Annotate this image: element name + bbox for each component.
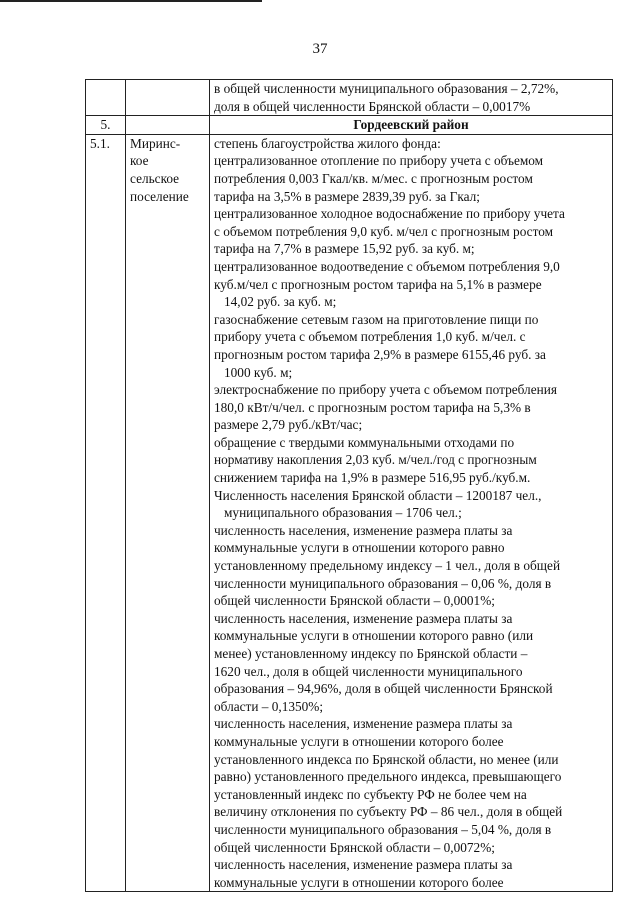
- text-line: в общей численности муниципального образования – 2,72%,: [214, 81, 559, 96]
- text-line: потребления 0,003 Гкал/кв. м/мес. с прогнозным ростом: [214, 170, 533, 186]
- text-line: численность населения, изменение размера платы за: [214, 716, 513, 732]
- text-line: снижением тарифа на 1,9% в размере 516,95 руб./куб.м.: [214, 470, 531, 486]
- text-line: установленный индекс по субъекту РФ не более чем на: [214, 786, 527, 802]
- section-title: Гордеевский район: [210, 116, 613, 135]
- text-line: образования – 94,96%, доля в общей численности Брянской: [214, 681, 553, 697]
- entry-number: 5.1.: [86, 134, 126, 892]
- data-table: [85, 79, 613, 892]
- text-line: менее) установленному индексу по Брянской области –: [214, 646, 528, 661]
- text-line: области – 0,1350%;: [214, 698, 324, 714]
- entry-text-cell: [210, 134, 613, 892]
- text-line: величину отклонения по субъекту РФ – 86 чел., доля в общей: [214, 804, 563, 820]
- text-line: размере 2,79 руб./кВт/час;: [214, 417, 363, 433]
- row-text-cell: [210, 80, 613, 116]
- text-line: муниципального образования – 1706 чел.;: [224, 505, 462, 521]
- table-row: [86, 80, 613, 116]
- text-line: 1000 куб. м;: [224, 364, 293, 380]
- top-rule: [0, 0, 262, 2]
- text-line: коммунальные услуги в отношении которого равно (или: [214, 628, 534, 644]
- text-line: обращение с твердыми коммунальными отходами по: [214, 434, 515, 450]
- text-line: численности муниципального образования – 5,04 %, доля в: [214, 821, 552, 837]
- text-line: численность населения, изменение размера платы за: [214, 610, 513, 626]
- text-line: нормативу накопления 2,03 куб. м/чел./год с прогнозным: [214, 452, 537, 468]
- text-line: 180,0 кВт/ч/чел. с прогнозным ростом тарифа на 5,3% в: [214, 399, 531, 415]
- text-line: прибору учета с объемом потребления 1,0 куб. м/чел. с: [214, 329, 526, 345]
- row-number-cell: [86, 80, 126, 116]
- table-row: [86, 134, 613, 892]
- text-line: Численность населения Брянской области – 1200187 чел.,: [214, 487, 542, 503]
- entry-name-line: Миринс-: [130, 135, 181, 151]
- text-line: общей численности Брянской области – 0,0001%;: [214, 593, 495, 609]
- entry-name-line: сельское: [130, 170, 180, 186]
- text-line: 1620 чел., доля в общей численности муниципального: [214, 663, 523, 679]
- text-line: коммунальные услуги в отношении которого более: [214, 874, 504, 890]
- text-line: централизованное холодное водоснабжение по прибору учета: [214, 206, 565, 222]
- text-line: коммунальные услуги в отношении которого равно: [214, 540, 505, 556]
- text-line: тарифа на 3,5% в размере 2839,39 руб. за Гкал;: [214, 188, 480, 204]
- text-line: установленному предельному индексу – 1 чел., доля в общей: [214, 558, 561, 574]
- text-line: численность населения, изменение размера платы за: [214, 522, 513, 538]
- section-row: [86, 116, 613, 135]
- text-line: общей численности Брянской области – 0,0072%;: [214, 839, 495, 855]
- entry-name-cell: [126, 134, 210, 892]
- text-line: коммунальные услуги в отношении которого более: [214, 733, 504, 749]
- text-line: куб.м/чел с прогнозным ростом тарифа на 5,1% в размере: [214, 276, 542, 292]
- text-line: равно) установленного предельного индекса, превышающего: [214, 769, 562, 785]
- text-line: 14,02 руб. за куб. м;: [224, 294, 337, 310]
- text-line: централизованное водоотведение с объемом потребления 9,0: [214, 258, 560, 274]
- entry-name-line: поселение: [130, 188, 189, 204]
- entry-name-line: кое: [130, 153, 149, 169]
- section-empty-cell: [126, 116, 210, 135]
- text-line: численность населения, изменение размера платы за: [214, 857, 513, 873]
- text-line: тарифа на 7,7% в размере 15,92 руб. за куб. м;: [214, 241, 475, 257]
- text-line: прогнозным ростом тарифа 2,9% в размере 6155,46 руб. за: [214, 346, 546, 362]
- section-number: 5.: [86, 116, 126, 135]
- text-line: газоснабжение сетевым газом на приготовление пищи по: [214, 311, 539, 327]
- row-name-cell: [126, 80, 210, 116]
- text-line: с объемом потребления 9,0 куб. м/чел с прогнозным ростом: [214, 223, 554, 239]
- text-line: установленного индекса по Брянской области, но менее (или: [214, 751, 559, 767]
- page-number: 37: [312, 41, 328, 57]
- text-line: доля в общей численности Брянской области – 0,0017%: [214, 98, 531, 114]
- text-line: численности муниципального образования – 0,06 %, доля в: [214, 575, 552, 591]
- text-line: электроснабжение по прибору учета с объемом потребления: [214, 382, 557, 398]
- text-line: степень благоустройства жилого фонда:: [214, 135, 441, 151]
- text-line: централизованное отопление по прибору учета с объемом: [214, 153, 544, 169]
